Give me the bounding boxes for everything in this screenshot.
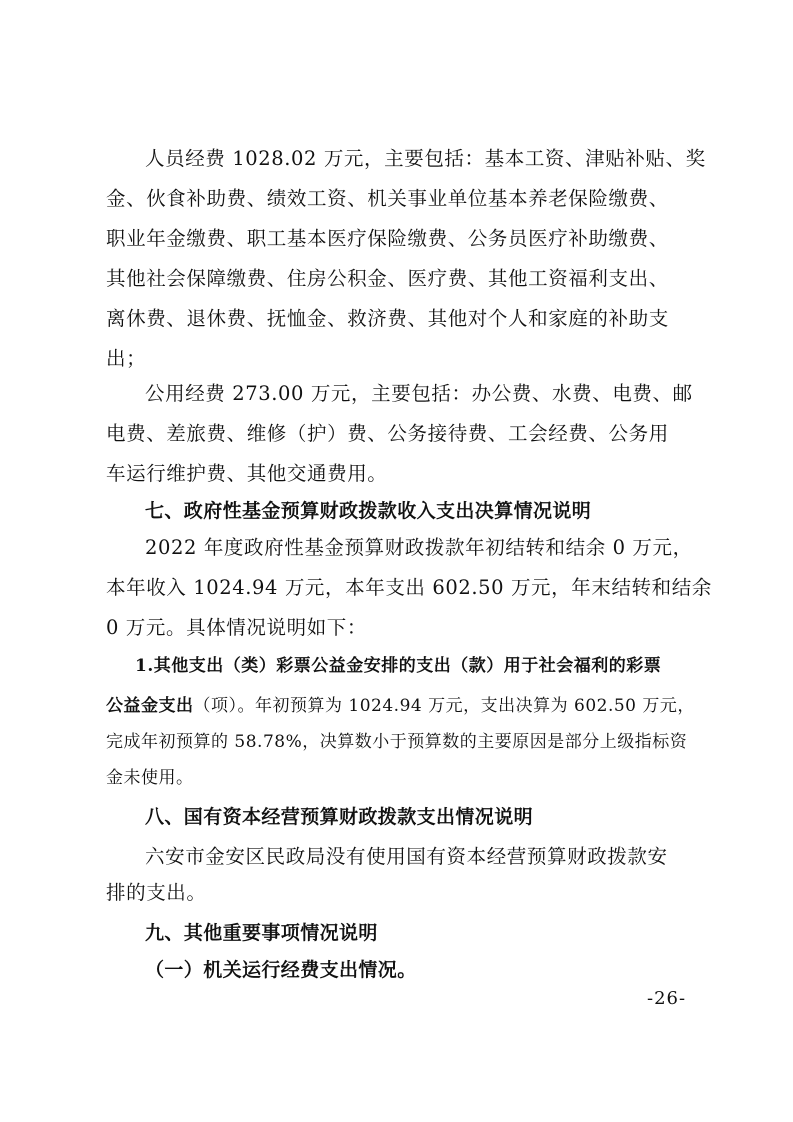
paragraph-line: 金、伙食补助费、绩效工资、机关事业单位基本养老保险缴费、: [106, 187, 669, 210]
paragraph-line: 离休费、退休费、抚恤金、救济费、其他对个人和家庭的补助支: [106, 307, 669, 330]
item-heading-tail: 公益金支出: [106, 696, 194, 716]
section-heading-7: 七、政府性基金预算财政拨款收入支出决算情况说明: [145, 500, 592, 522]
item-text-line: 金未使用。: [106, 768, 194, 788]
section-heading-8: 八、国有资本经营预算财政拨款支出情况说明: [145, 806, 534, 828]
paragraph-line: 本年收入 1024.94 万元，本年支出 602.50 万元，年末结转和结余: [106, 576, 712, 599]
subsection-heading: （一）机关运行经费支出情况。: [145, 959, 417, 981]
paragraph-line: 人员经费 1028.02 万元，主要包括：基本工资、津贴补贴、奖: [145, 147, 706, 170]
paragraph-line: 职业年金缴费、职工基本医疗保险缴费、公务员医疗补助缴费、: [106, 227, 669, 250]
paragraph-line: 出；: [106, 347, 147, 370]
section-heading-9: 九、其他重要事项情况说明: [145, 922, 378, 944]
item-text-line: [106, 691, 695, 721]
paragraph-line: 2022 年度政府性基金预算财政拨款年初结转和结余 0 万元，: [145, 536, 693, 559]
paragraph-line: 六安市金安区民政局没有使用国有资本经营预算财政拨款安: [145, 845, 668, 868]
paragraph-line: 车运行维护费、其他交通费用。: [106, 462, 388, 485]
paragraph-line: 0 万元。具体情况说明如下：: [106, 616, 368, 639]
item-text: （项）。年初预算为 1024.94 万元，支出决算为 602.50 万元，: [193, 696, 695, 716]
paragraph-line: 公用经费 273.00 万元，主要包括：办公费、水费、电费、邮: [145, 382, 693, 405]
paragraph-line: 排的支出。: [106, 881, 207, 904]
paragraph-line: 电费、差旅费、维修（护）费、公务接待费、工会经费、公务用: [106, 422, 669, 445]
paragraph-line: 其他社会保障缴费、住房公积金、医疗费、其他工资福利支出、: [106, 267, 669, 290]
item-text-line: 完成年初预算的 58.78%，决算数小于预算数的主要原因是部分上级指标资: [106, 732, 688, 752]
item-heading: 1.其他支出（类）彩票公益金安排的支出（款）用于社会福利的彩票: [135, 656, 662, 676]
page-number: -26-: [647, 988, 687, 1009]
